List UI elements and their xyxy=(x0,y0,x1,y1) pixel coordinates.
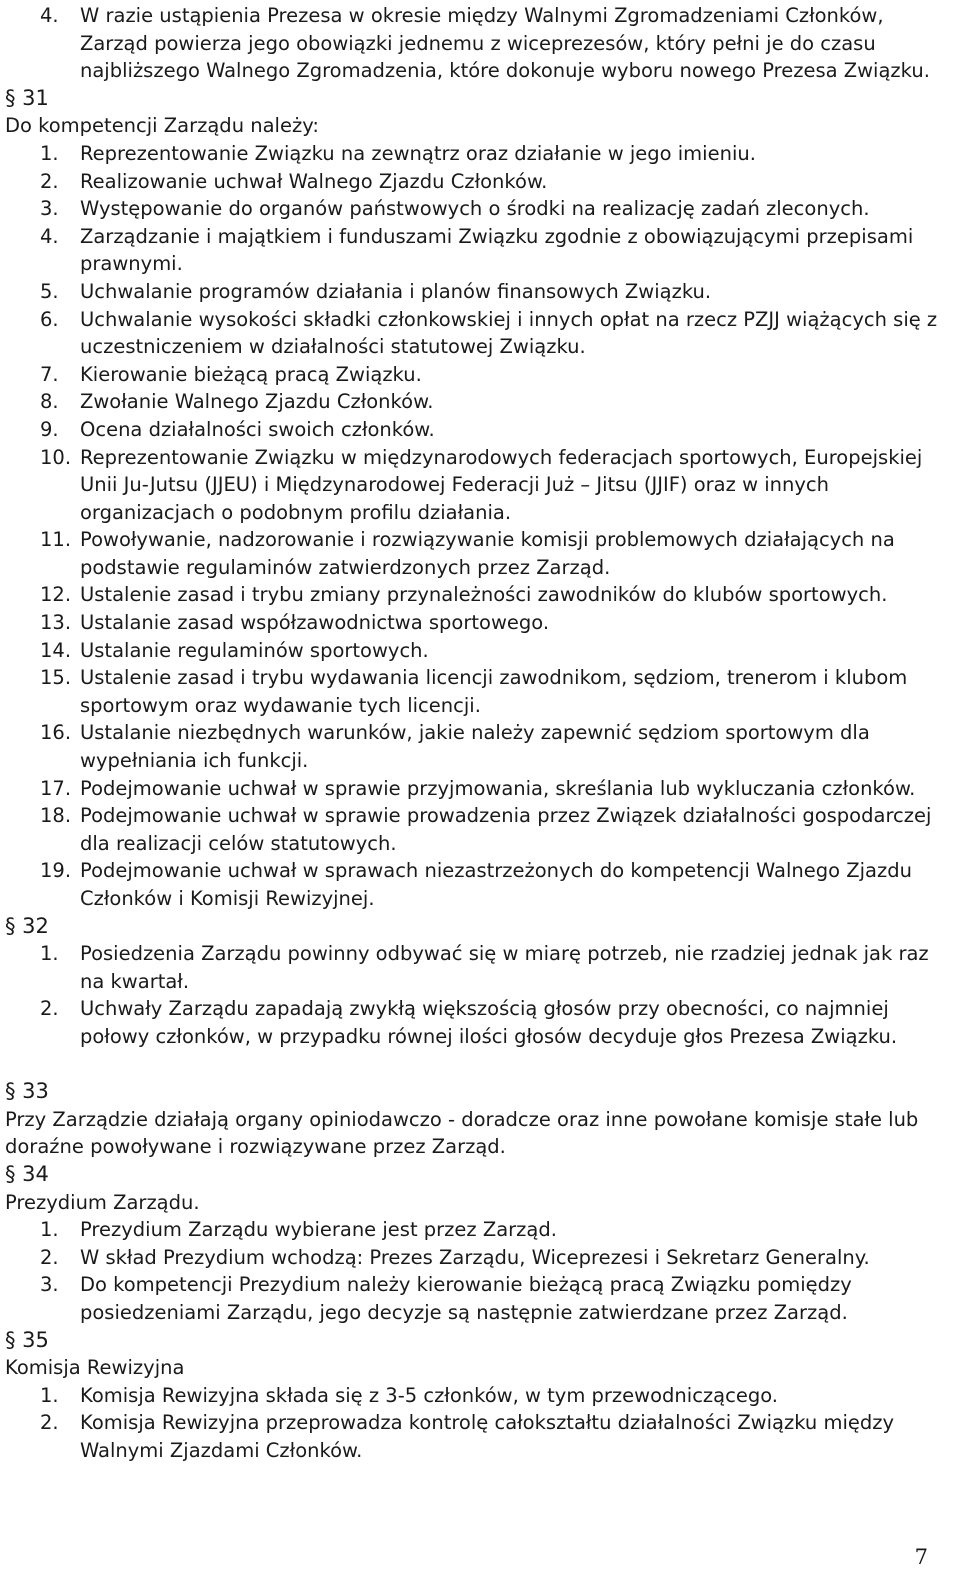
list-item xyxy=(5,995,955,1050)
list-item xyxy=(5,940,955,995)
list-item-text: Ustalanie zasad współzawodnictwa sportowego. xyxy=(80,611,550,635)
list-item-number xyxy=(5,637,80,665)
list-item xyxy=(5,1271,955,1326)
list-item xyxy=(5,775,955,803)
list-item-text: Reprezentowanie Związku na zewnątrz oraz działanie w jego imieniu. xyxy=(80,141,756,165)
list-item-number-text: 6. xyxy=(40,307,59,331)
list-item xyxy=(5,581,955,609)
list-item-text: Uchwalanie wysokości składki członkowskiej i innych opłat na rzecz PZJJ wiążących się z uczestniczeniem w działalności statutowej Związku. xyxy=(80,307,938,359)
list-item-number-text: 10. xyxy=(40,445,72,469)
list-item-text: Powoływanie, nadzorowanie i rozwiązywanie komisji problemowych działających na podstawie regulaminów zatwierdzonych przez Zarząd. xyxy=(80,528,895,579)
section-34-intro: Prezydium Zarządu. xyxy=(5,1190,200,1214)
blank-line xyxy=(5,1051,955,1079)
list-item-number xyxy=(5,664,80,719)
list-item-number xyxy=(5,1382,80,1410)
section-35-intro: Komisja Rewizyjna xyxy=(5,1356,185,1380)
document-content xyxy=(5,2,955,1464)
list-item xyxy=(5,664,955,719)
list-item-number xyxy=(5,195,80,223)
list-section-35 xyxy=(5,1382,955,1465)
list-item-number-text: 13. xyxy=(40,611,72,635)
list-item xyxy=(5,306,955,361)
list-item xyxy=(5,195,955,223)
list-item-number xyxy=(5,719,80,774)
list-item-number xyxy=(5,168,80,196)
list-item xyxy=(5,444,955,527)
list-item-text: Realizowanie uchwał Walnego Zjazdu Członków. xyxy=(80,169,548,193)
page-number: 7 xyxy=(914,1545,928,1570)
list-item xyxy=(5,1216,955,1244)
list-item-number-text: 3. xyxy=(40,1273,59,1297)
list-item-number-text: 11. xyxy=(40,528,72,552)
list-top xyxy=(5,2,955,85)
list-item xyxy=(5,140,955,168)
list-item-text: W skład Prezydium wchodzą: Prezes Zarządu, Wiceprezesi i Sekretarz Generalny. xyxy=(80,1245,870,1269)
list-item-text: Ustalenie zasad i trybu wydawania licencji zawodnikom, sędziom, trenerom i klubom sportowym oraz wydawanie tych licencji. xyxy=(80,666,908,717)
list-item-number-text: 9. xyxy=(40,417,59,441)
list-item xyxy=(5,609,955,637)
list-item-number-text: 2. xyxy=(40,997,59,1021)
list-item-number xyxy=(5,306,80,361)
list-item-text: Komisja Rewizyjna składa się z 3-5 członków, w tym przewodniczącego. xyxy=(80,1383,778,1407)
section-34-heading: § 34 xyxy=(5,1161,49,1186)
list-item-number xyxy=(5,444,80,527)
list-item-text: Zarządzanie i majątkiem i funduszami Związku zgodnie z obowiązującymi przepisami prawnymi. xyxy=(80,224,914,276)
list-item-number xyxy=(5,2,80,85)
list-item-text: Posiedzenia Zarządu powinny odbywać się w miarę potrzeb, nie rzadziej jednak jak raz na kwartał. xyxy=(80,942,929,993)
section-33-text: Przy Zarządzie działają organy opiniodawczo - doradcze oraz inne powołane komisje stałe lub doraźne powoływane i rozwiązywane przez Zarząd. xyxy=(5,1107,919,1159)
list-item-number xyxy=(5,940,80,995)
list-item-number-text: 1. xyxy=(40,1383,59,1407)
list-item-number-text: 12. xyxy=(40,583,72,607)
list-item-number-text: 3. xyxy=(40,197,59,221)
list-item-text: Uchwały Zarządu zapadają zwykłą większością głosów przy obecności, co najmniej połowy członków, w przypadku równej ilości głosów decyduje głos Prezesa Związku. xyxy=(80,997,898,1048)
list-item xyxy=(5,1409,955,1464)
list-item-number-text: 8. xyxy=(40,390,59,414)
list-item-number-text: 1. xyxy=(40,1218,59,1242)
list-item-number xyxy=(5,361,80,389)
list-item-number-text: 14. xyxy=(40,638,72,662)
section-33-heading: § 33 xyxy=(5,1079,49,1104)
list-item xyxy=(5,802,955,857)
list-item-number xyxy=(5,1409,80,1464)
list-item-text: Występowanie do organów państwowych o środki na realizację zadań zleconych. xyxy=(80,197,870,221)
list-item-text: Ocena działalności swoich członków. xyxy=(80,417,435,441)
list-item xyxy=(5,388,955,416)
list-item-number xyxy=(5,1244,80,1272)
list-item-text: W razie ustąpienia Prezesa w okresie między Walnymi Zgromadzeniami Członków, Zarząd powierza jego obowiązki jednemu z wiceprezesów, który pełni je do czasu najbliższego Walnego Zgromadzenia, które dokonuje wyboru nowego Prezesa Związku. xyxy=(80,4,930,83)
list-item-text: Do kompetencji Prezydium należy kierowanie bieżącą pracą Związku pomiędzy posiedzeniami Zarządu, jego decyzje są następnie zatwierdzane przez Zarząd. xyxy=(80,1273,852,1324)
list-item-number xyxy=(5,1216,80,1244)
list-item-text: Podejmowanie uchwał w sprawie prowadzenia przez Związek działalności gospodarczej dla realizacji celów statutowych. xyxy=(80,804,932,855)
list-item-number-text: 1. xyxy=(40,141,59,165)
list-item-text: Uchwalanie programów działania i planów finansowych Związku. xyxy=(80,279,712,303)
list-item-number xyxy=(5,802,80,857)
list-item-text: Podejmowanie uchwał w sprawach niezastrzeżonych do kompetencji Walnego Zjazdu Członków i Komisji Rewizyjnej. xyxy=(80,859,912,910)
list-item-number xyxy=(5,609,80,637)
list-item-number-text: 16. xyxy=(40,721,72,745)
list-item-text: Ustalenie zasad i trybu zmiany przynależności zawodników do klubów sportowych. xyxy=(80,583,888,607)
list-item-text: Reprezentowanie Związku w międzynarodowych federacjach sportowych, Europejskiej Unii Ju-Jutsu (JJEU) i Międzynarodowej Federacji Już – Jitsu (JJIF) oraz w innych organizacjach o podobnym profilu działania. xyxy=(80,445,923,524)
list-section-31 xyxy=(5,140,955,913)
list-item-number xyxy=(5,526,80,581)
list-item-number-text: 15. xyxy=(40,666,72,690)
list-item-text: Kierowanie bieżącą pracą Związku. xyxy=(80,362,422,386)
list-item xyxy=(5,1382,955,1410)
list-item-number-text: 2. xyxy=(40,1245,59,1269)
list-item-number-text: 1. xyxy=(40,942,59,966)
list-item xyxy=(5,719,955,774)
list-item-number-text: 5. xyxy=(40,279,59,303)
list-item-number xyxy=(5,140,80,168)
section-32-heading: § 32 xyxy=(5,913,49,938)
list-item-number-text: 4. xyxy=(40,224,59,248)
list-item-number xyxy=(5,416,80,444)
list-item xyxy=(5,278,955,306)
list-item-number-text: 4. xyxy=(40,4,59,27)
section-31-heading: § 31 xyxy=(5,85,49,110)
list-item xyxy=(5,526,955,581)
list-item xyxy=(5,361,955,389)
list-item xyxy=(5,857,955,912)
list-item-text: Komisja Rewizyjna przeprowadza kontrolę całokształtu działalności Związku między Walnymi Zjazdami Członków. xyxy=(80,1411,895,1462)
list-item xyxy=(5,1244,955,1272)
list-item-number xyxy=(5,223,80,278)
list-item-number xyxy=(5,775,80,803)
list-item-number xyxy=(5,278,80,306)
list-item xyxy=(5,2,955,85)
section-35-heading: § 35 xyxy=(5,1327,49,1352)
list-item-text: Prezydium Zarządu wybierane jest przez Zarząd. xyxy=(80,1218,557,1242)
list-item-number xyxy=(5,581,80,609)
list-item xyxy=(5,223,955,278)
list-item-number xyxy=(5,995,80,1050)
list-item-number-text: 2. xyxy=(40,169,59,193)
list-item xyxy=(5,637,955,665)
list-item-text: Ustalanie regulaminów sportowych. xyxy=(80,638,429,662)
list-section-34 xyxy=(5,1216,955,1326)
list-section-32 xyxy=(5,940,955,1050)
list-item-number xyxy=(5,857,80,912)
list-item-number-text: 19. xyxy=(40,859,72,883)
list-item xyxy=(5,168,955,196)
list-item-number-text: 17. xyxy=(40,776,72,800)
section-31-intro: Do kompetencji Zarządu należy: xyxy=(5,114,319,138)
list-item-text: Ustalanie niezbędnych warunków, jakie należy zapewnić sędziom sportowym dla wypełniania ich funkcji. xyxy=(80,721,870,773)
list-item xyxy=(5,416,955,444)
list-item-number-text: 2. xyxy=(40,1411,59,1435)
list-item-number xyxy=(5,388,80,416)
list-item-text: Podejmowanie uchwał w sprawie przyjmowania, skreślania lub wykluczania członków. xyxy=(80,776,916,800)
list-item-number-text: 7. xyxy=(40,362,59,386)
list-item-number-text: 18. xyxy=(40,804,72,828)
list-item-number xyxy=(5,1271,80,1326)
list-item-text: Zwołanie Walnego Zjazdu Członków. xyxy=(80,390,434,414)
